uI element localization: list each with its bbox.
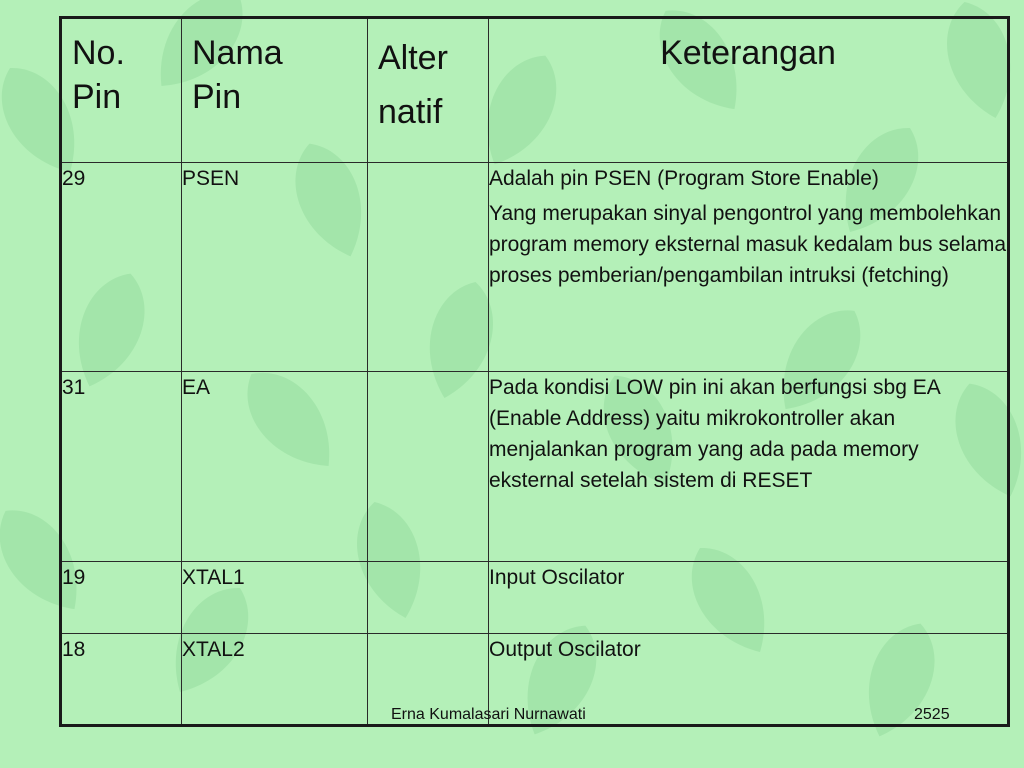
table-header-row <box>61 18 1009 163</box>
cell-no-pin: 31 <box>61 372 182 562</box>
header-alternatif <box>368 18 489 163</box>
header-no-pin-line2: Pin <box>72 78 122 117</box>
page-number-field: 25 <box>931 706 950 723</box>
footer-page-number <box>914 706 950 724</box>
cell-nama-pin: EA <box>182 372 368 562</box>
keterangan-line: Input Oscilator <box>489 566 625 589</box>
footer-author: Erna Kumalasari Nurnawati <box>391 706 586 723</box>
cell-nama-pin: XTAL1 <box>182 562 368 634</box>
keterangan-line: Output Oscilator <box>489 638 641 661</box>
cell-no-pin: 18 <box>61 634 182 726</box>
cell-no-pin: 19 <box>61 562 182 634</box>
keterangan-line: Adalah pin PSEN (Program Store Enable) <box>489 167 879 190</box>
table-row <box>61 562 1009 634</box>
cell-alternatif <box>368 562 489 634</box>
header-no-pin-line1: No. <box>72 34 125 72</box>
table-row <box>61 163 1009 372</box>
header-nama-pin <box>182 18 368 163</box>
cell-keterangan <box>489 372 1009 562</box>
cell-keterangan <box>489 163 1009 372</box>
pin-table <box>59 16 1010 727</box>
cell-alternatif <box>368 372 489 562</box>
header-no-pin <box>61 18 182 163</box>
keterangan-line: Pada kondisi LOW pin ini akan berfungsi sbg EA (Enable Address) yaitu mikrokontroller akan menjalankan program yang ada pada memory eksternal setelah sistem di RESET <box>489 376 940 492</box>
page-number: 25 <box>914 706 932 723</box>
header-alternatif-line1: Alter <box>378 39 448 77</box>
cell-nama-pin: XTAL2 <box>182 634 368 726</box>
cell-keterangan <box>489 562 1009 634</box>
header-nama-pin-line1: Nama <box>192 34 283 72</box>
header-nama-pin-line2: Pin <box>192 78 242 117</box>
header-keterangan-label: Keterangan <box>660 34 836 72</box>
table-row <box>61 372 1009 562</box>
cell-alternatif <box>368 163 489 372</box>
header-alternatif-line2: natif <box>378 93 443 132</box>
cell-no-pin: 29 <box>61 163 182 372</box>
keterangan-line: Yang merupakan sinyal pengontrol yang membolehkan program memory eksternal masuk kedalam bus selama proses pemberian/pengambilan intruksi (fetching) <box>489 202 1007 287</box>
cell-nama-pin: PSEN <box>182 163 368 372</box>
header-keterangan <box>489 18 1009 163</box>
